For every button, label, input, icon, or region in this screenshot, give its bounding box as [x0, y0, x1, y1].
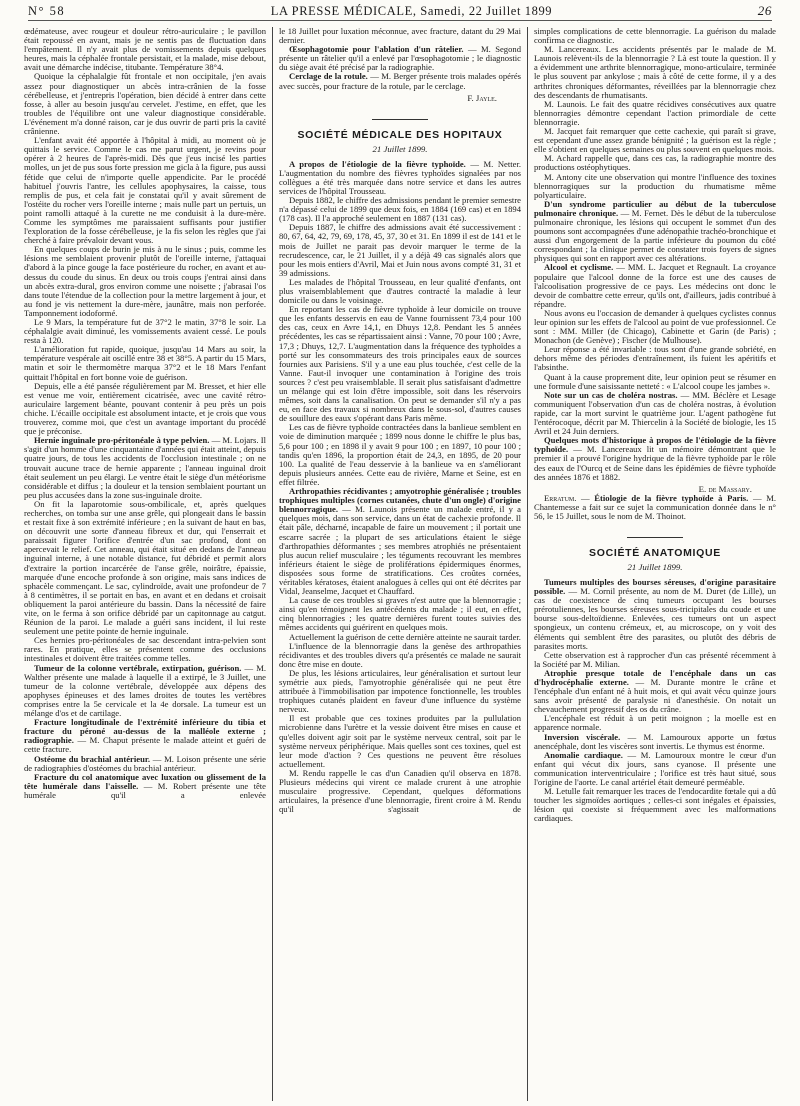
article-paragraph [279, 669, 521, 714]
paragraph-text: — M. Loison présente une série de radiographies d'ostéomes du brachial antérieur. [24, 753, 266, 773]
paragraph-text: Depuis 1887, le chiffre des admissions avait été successivement : 80, 67, 64, 42, 79, 69, 178, 45, 37, 30 et 31. En 1899 il est de 141 et le mois de Juillet ne parait pas devoir marquer le terme de la recrudescence, car, le 21 Juillet, il y a déjà 49 cas signalés alors que pour les mois entiers d'Avril, Mai et Juin nous avons compté 31, 31 et 39 admissions. [279, 222, 521, 278]
article-paragraph [279, 196, 521, 223]
article-paragraph [534, 787, 776, 823]
paragraph-text: Leur réponse a été invariable : tous sont d'une grande sobriété, en dehors même des périodes d'entraînement, ils fuient les apéritifs et l'absinthe. [534, 344, 776, 373]
article-paragraph [24, 318, 266, 345]
article-paragraph [24, 245, 266, 318]
paragraph-text: — M. Durante montre le crâne et l'encéphale d'un enfant né à huit mois, et qui avait vécu quinze jours sans avoir présenté de paralysie ni d'anesthésie. On notait un chevauchement progressif des os du crâne. [534, 677, 776, 715]
section-date: 21 Juillet 1899. [372, 143, 428, 154]
article-paragraph [534, 345, 776, 372]
section-date: 21 Juillet 1899. [627, 561, 683, 572]
article-paragraph [534, 751, 776, 787]
article-paragraph [279, 596, 521, 632]
article-paragraph [24, 345, 266, 381]
article-paragraph [534, 100, 776, 127]
section-divider [627, 537, 683, 538]
article-paragraph [534, 669, 776, 714]
article-paragraph [24, 664, 266, 719]
paragraph-text: La cause de ces troubles si graves n'est autre que la blennorragie ; ainsi qu'en témoignent les antécédents du malade ; il eut, en effet, cinq blennorragies ; les quatre dernières furent toutes suivies des mêmes accidents qui guérirent en quelques mois. [279, 595, 521, 633]
article-paragraph [24, 500, 266, 636]
column-3 [527, 27, 782, 1101]
article-heading: Étiologie de la fièvre typhoïde à Paris. [594, 492, 749, 503]
paragraph-text: — M. Chantemesse a fait sur ce sujet la communication donnée dans le n° 56, le 15 Juillet, sous le nom de M. Thoinot. [534, 492, 776, 521]
paragraph-text: — M. Chaput présente le malade atteint et guéri de cette fracture. [24, 735, 266, 755]
column-1 [18, 27, 272, 1101]
column-2 [272, 27, 527, 1101]
article-paragraph [279, 487, 521, 596]
article-paragraph [534, 494, 776, 521]
article-paragraph [24, 718, 266, 754]
paragraph-text: Nous avons eu l'occasion de demander à quelques cyclistes connus leur opinion sur les effets de l'alcool au point de vue professionnel. Ce sont : MM. Miller (de Chicago), Cabinette et Garin (de Paris) ; Monachon (de Genève) ; Fischer (de Mulhouse). [534, 307, 776, 346]
paragraph-text: — M. Walther présente une malade à laquelle il a extirpé, le 3 Juillet, une tumeur de la colonne vertébrale, développée aux dépens des apophyses épineuses et des lames droites de toutes les vertèbres comprises entre la 5e cervicale et la 4e dorsale. La tumeur est un mélange d'os et de cartilage. [24, 662, 267, 719]
article-heading: Fracture du col anatomique avec luxation ou glissement de la tête humérale dans l'aisselle. [24, 771, 266, 791]
masthead-title: LA PRESSE MÉDICALE, Samedi, 22 Juillet 1899 [270, 3, 553, 18]
paragraph-text: — M. Berger présente trois malades opérés avec succès, pour fracture de la rotule, par le cerclage. [279, 71, 521, 91]
article-paragraph [24, 755, 266, 773]
article-paragraph [279, 72, 521, 90]
paragraph-text: — M. Lamouroux apporte un fœtus anencéphale, dont les viscères sont invertis. Le thymus est énorme. [534, 731, 776, 751]
article-paragraph [279, 305, 521, 423]
article-heading: Note sur un cas de choléra nostras. [544, 389, 678, 400]
page-number: 26 [757, 3, 772, 18]
article-paragraph [24, 636, 266, 663]
paragraph-text: le 18 Juillet pour luxation méconnue, avec fracture, datant du 29 Mai dernier. [279, 27, 521, 46]
paragraph-text: — M. Robert présente une tête humérale qu'il a enlevée [24, 780, 266, 800]
article-paragraph [534, 651, 776, 669]
section-title: SOCIÉTÉ MÉDICALE DES HOPITAUX [297, 128, 503, 141]
article-paragraph [279, 223, 521, 278]
article-heading: Fracture longitudinale de l'extrémité inférieure du tibia et fracture du péroné au-dessus de la malléole externe ; radiographie. [24, 717, 266, 746]
paragraph-text: De plus, les lésions articulaires, leur généralisation et surtout leur symétrie aux pieds, l'amyotrophie généralisée qui ne peut être attribuée à l'immobilisation par impotence fonctionnelle, les troubles trophiques cutanés plaident en faveur d'une influence du système nerveux. [279, 667, 521, 715]
paragraph-text: — M. Lancereaux lit un mémoire démontrant que le premier il a prouvé l'origine hydrique de la fièvre typhoïde par le rôle des eaux de l'Ourcq et de Seine dans les épidémies de fièvre typhoïde des années 1876 et 1882. [534, 444, 776, 482]
article-paragraph [534, 173, 776, 200]
section-divider [372, 119, 428, 120]
article-heading: Œsophagotomie pour l'ablation d'un râtelier. [289, 44, 464, 55]
article-paragraph [534, 391, 776, 436]
article-paragraph [279, 769, 521, 814]
article-paragraph [279, 27, 521, 45]
article-paragraph [534, 27, 776, 45]
article-paragraph [534, 578, 776, 651]
paragraph-text: Les cas de fièvre typhoïde contractées dans la banlieue semblent en voie de diminution marquée ; 1899 nous donne le chiffre le plus bas, 5,6 pour 100 ; en 1898 il y avait 9 pour 100 ; en 1897, 10 pour 100 ; tandis qu'en 1896, la proportion était de 24,3, en 1895, de 20 pour 100. La qualité de l'eau desservie à la banlieue va en s'améliorant depuis plusieurs années. Cette eau de rivière, Marne et Seine, est en effet filtrée. [279, 422, 521, 487]
paragraph-text: En quelques coups de burin je mis à nu le sinus ; puis, comme les lésions me semblaient provenir plutôt de l'oreille interne, j'attaquai d'abord à la pince gouge la face postérieure du rocher, en avant et au-dessus du coude du sinus. En deux ou trois coups j'entrai ainsi dans un abcès extra-dural, gros environ comme une noisette ; j'abrasai l'os dans toute l'étendue de la collection pour la mettre largement à jour, et au fond je vis nettement la dure-mère, jaunâtre, mais non perforée. Tamponnement iodoformé. [24, 244, 266, 318]
article-heading: D'un syndrome particulier au début de la tuberculose pulmonaire chronique. [534, 198, 776, 218]
paragraph-text: M. Lancereaux. Les accidents présentés par le malade de M. Launois relèvent-ils de la blennorragie ? Là est toute la question. Il y a évidemment une arthrite blennorragique, mono-articulaire, terminée le plus souvent par ankylose ; mais à côté de cette forme, il y a des arthrites chroniques déformantes, réveillées par la blennorragie chez des descendants de rhumatisants. [534, 44, 776, 100]
paragraph-text: M. Rendu rappelle le cas d'un Canadien qu'il observa en 1878. Plusieurs médecins qui virent ce malade crurent à une atrophie musculaire progressive. Cependant, quelques déformations articulaires, la présence d'une blennorragie, firent croire à M. Rendu qu'il s'agissait de [279, 767, 521, 815]
article-heading: Quelques mots d'historique à propos de l'étiologie de la fièvre typhoïde. [534, 435, 776, 455]
article-paragraph [534, 127, 776, 154]
article-paragraph [279, 160, 521, 196]
paragraph-text: — M. Netter. L'augmentation du nombre des fièvres typhoïdes signalées par nos collègues a été très marquée dans notre service et dans les autres services de l'hôpital Trousseau. [279, 158, 521, 196]
author-signature: E. de Massary. [698, 483, 752, 494]
article-paragraph [24, 773, 266, 800]
article-paragraph [534, 373, 776, 391]
paragraph-text: — M. Launois présente un malade entré, il y a quelques mois, dans son service, dans un état de cachexie profonde. Il était pâle, décharné, incapable de faire un mouvement ; il portait une escarre sacrée ; la plupart de ses articulations étaient le siège d'arthropathies déformantes ; ses membres atrophiés ne présentaient plus aucun relief musculaire ; les téguments recouvrant les membres inférieurs étaient le siège de proliférations épidermiques énormes, disposées sous forme de stratifications. Ces croûtes cornées, véritables kératoses, étaient analogues à celles qui ont été décrites par Vidal, Jeanselme, Jacquet et Chauffard. [279, 504, 521, 597]
paragraph-text: Depuis 1882, le chiffre des admissions pendant le premier semestre n'a dépassé celui de 1899 que deux fois, en 1884 (169 cas) et en 1894 (178 cas). Il l'a approché seulement en 1887 (131 cas). [279, 195, 521, 224]
section-header [279, 119, 521, 154]
page-header [28, 2, 772, 21]
erratum-label: Erratum. — [544, 492, 595, 503]
paragraph-text: — MM. L. Jacquet et Regnault. La croyance populaire que l'alcool donne de la force est une des causes de l'alcoolisation progressive de ce pays. Les médecins ont donc le devoir de combattre cette erreur, qu'ils ont, d'ailleurs, jadis contribué à répandre. [534, 262, 776, 309]
author-signature: F. Jayle. [467, 92, 497, 103]
section-title: SOCIÉTÉ ANATOMIQUE [589, 546, 721, 559]
section-header [534, 537, 776, 572]
article-heading: Tumeurs multiples des bourses séreuses, d'origine parasitaire possible. [534, 576, 776, 597]
article-paragraph [534, 733, 776, 751]
paragraph-text: L'amélioration fut rapide, quoique, jusqu'au 14 Mars au soir, la température vespérale ait oscillé entre 38 et 38°5. A partir du 15 Mars, matin et soir le thermomètre marqua 37°2 et le 18 Mars l'enfant quittait l'hôpital en fort bonne voie de guérison. [24, 344, 266, 382]
paragraph-text: — M. Fernet. Dès le début de la tuberculose pulmonaire chronique, les lésions qui occupent le sommet d'un des poumons sont accompagnées d'une adénopathie trachéo-bronchique et aussi d'un engorgement de la partie inférieure du poumon du côté correspondant ; la clinique permet de constater trois foyers de signes physiques qui sont en rapport avec ces altérations. [534, 207, 776, 264]
article-paragraph [534, 309, 776, 345]
paragraph-text: M. Jacquet fait remarquer que cette cachexie, qui paraît si grave, est cependant d'une assez grande bénignité ; la guérison est la règle ; elle s'obtient en quelques semaines ou plus souvent en quelques mois. [534, 126, 776, 155]
paragraph-text: Il est probable que ces toxines produites par la pullulation microbienne dans l'urètre et la vessie doivent être mises en cause et qu'elles doivent agir soit par le système nerveux central, soit par le système nerveux périphérique. Mais quelles sont ces toxines, quel est leur mode d'action ? Ces questions ne peuvent être résolues actuellement. [279, 713, 521, 769]
article-heading: Atrophie presque totale de l'encéphale dans un cas d'hydrocéphalie externe. [534, 667, 776, 687]
paragraph-text: M. Antony cite une observation qui montre l'influence des toxines blennorragiques sur la production du rhumatisme même polyarticulaire. [534, 171, 776, 200]
article-heading: Arthropathies récidivantes ; amyotrophie généralisée ; troubles trophiques multiples (cornes cutanées, chute d'un ongle) d'origine blennorragique. [279, 486, 522, 515]
article-heading: Hernie inguinale pro-péritonéale à type pelvien. [34, 435, 210, 446]
article-paragraph [279, 642, 521, 669]
article-heading: Ostéome du brachial antérieur. [34, 753, 151, 764]
paragraph-text: Ces hernies pro-péritonéales de sac descendant intra-pelvien sont rares. En pratique, elles se présentent comme des occlusions intestinales et doivent être traitées comme telles. [24, 635, 266, 664]
article-heading: Alcool et cyclisme. [544, 262, 614, 273]
article-paragraph [24, 72, 266, 136]
article-paragraph [24, 136, 266, 245]
paragraph-text: Les malades de l'hôpital Trousseau, en leur qualité d'enfants, ont plus vraisemblablement que d'autres contracté la maladie à leur domicile ou dans le voisinage. [279, 276, 521, 306]
article-paragraph [279, 714, 521, 769]
article-paragraph [24, 436, 266, 500]
article-paragraph [534, 154, 776, 172]
article-heading: A propos de l'étiologie de la fièvre typhoïde. [289, 158, 466, 169]
article-paragraph [534, 436, 776, 481]
paragraph-text: Le 9 Mars, la température fut de 37°2 le matin, 37°8 le soir. La céphalalgie avait diminué, les vomissements avaient cessé. Le pouls resta à 120. [24, 317, 266, 346]
paragraph-text: Actuellement la guérison de cette dernière atteinte ne saurait tarder. [289, 631, 521, 642]
paragraph-text: On fit la laparotomie sous-ombilicale, et, après quelques recherches, on tomba sur une anse grêle, qui plongeait dans le bassin et restait fixe à son extrémité inférieure ; en la suivant de haut en bas, on découvrit une sorte d'anneau fibreux et dur, qui l'enserrait et paraissait figurer l'orifice d'entrée d'un sac profond, dont on apercevait le relief. Cet anneau, qui était situé en dedans de l'anneau inguinal interne, à une notable distance, fut débridé et permit alors d'extraire la portion incarcérée de l'anse grêle, noirâtre, épaissie, marquée d'une encoche profonde à son origine, mais sans indices de sphacèle commençant. Le sac, cylindroïde, avait une profondeur de 7 à 8 centimètres, il se portait en bas, en avant et en dedans et croisait obliquement la paroi antérieure du bassin. Dans la nécessité de faire vite, on le ferma à son orifice débridé par un capitonnage au catgut. Réunion de la paroi. Le malade a guéri sans incident, il lui reste seulement une petite pointe de hernie inguinale. [24, 498, 266, 637]
article-paragraph [24, 27, 266, 72]
article-heading: Anomalie cardiaque. [544, 749, 623, 760]
article-heading: Inversion viscérale. [544, 731, 621, 742]
article-paragraph [534, 45, 776, 100]
paragraph-text: — M. Lamouroux montre le cœur d'un enfant qui vécut dix jours, sans cyanose. Il présente une communication interventriculaire ; l'orifice est très haut situé, sous l'origine de l'aorte. Le canal artériel était demeuré perméable. [534, 749, 777, 788]
paragraph-text: Cette observation est à rapprocher d'un cas présenté récemment à la Société par M. Milian. [534, 649, 776, 669]
article-heading: Cerclage de la rotule. [289, 71, 368, 82]
paragraph-text: Depuis, elle a été pansée régulièrement par M. Bresset, et hier elle est venue me voir, entièrement cicatrisée, avec une cavité rétro-auriculaire largement béante, pouvant contenir à peu près un pois chiche. L'écaille occipitale est absolument intacte, et je crois que vous trouverez, comme moi, que c'est un avantage important du procédé que je préconise. [24, 380, 266, 437]
article-paragraph [24, 382, 266, 437]
article-heading: Tumeur de la colonne vertébrale, extirpation, guérison. [34, 662, 242, 673]
article-paragraph [279, 45, 521, 72]
paragraph-text: L'influence de la blennorragie dans la genèse des arthropathies récidivantes et des troubles divers qu'a présentés ce malade ne saurait donc être mise en doute. [279, 640, 521, 669]
paragraph-text: — M. Segond présente un râtelier qu'il a enlevé par l'œsophagotomie ; le diagnostic du siège avait été précisé par la radiographie. [279, 44, 521, 73]
issue-number: N° 58 [28, 3, 66, 18]
paragraph-text: L'enfant avait été apportée à l'hôpital à midi, au moment où je quittais le service. Comme le cas me parut urgent, je revins pour opérer à 2 heures de l'après-midi. Dès que j'eus incisé les parties molles, un jet de pus sous forte pression me gicla à la figure, pus aussi fétide que celui de n'importe quelle appendicite. Par le procédé habituel j'ouvris l'antre, les cellules apophysaires, la caisse, tous remplis de pus, et cela fait je constatai qu'il y avait sûrement de l'ostéite du rocher vers l'oreille interne ; mais nulle part un pertuis, un point ramolli attaqué à la curette ne me conduisit à la dure-mère. Comme les symptômes me paraissaient suffisants pour justifier l'exploration de la fosse cérébelleuse, je la fis selon les règles que j'ai cherché à faire prévaloir devant vous. [24, 135, 266, 246]
text-columns [18, 27, 782, 1101]
paragraph-text: L'encéphale est réduit à un petit moignon ; la moelle est en apparence normale. [534, 713, 776, 733]
paragraph-text: — MM. Béclère et Lesage communiquent l'observation d'un cas de choléra nostras, à évolution rapide, car la mort survint le quatrième jour. L'agent pathogène fut l'entérocoque, décrit par M. Thiercelin à la Société de biologie, les 15 Avril et 24 Juin derniers. [534, 389, 776, 437]
paragraph-text: œdémateuse, avec rougeur et douleur rétro-auriculaire ; le pavillon était repoussé en avant, mais je ne sentis pas de fluctuation dans l'empâtement. Il n'y avait plus de vomissements depuis quelques heures, mais la céphalée frontale persistait, et la malade, mise debout, avait une démarche indécise, titubante. Température 38°4. [24, 27, 266, 73]
paragraph-text: — M. Cornil présente, au nom de M. Duret (de Lille), un cas de coexistence de cinq tumeurs occupant les bourses prérotuliennes, les bourses séreuses sous-tricipitales du coude et une bourse sous-deltoïdienne. Enlevées, ces tumeurs ont un aspect spongieux, un contenu crémeux, et, au microscope, on y voit des éléments qui semblent être des parasites, ou plutôt des débris de parasites morts. [534, 586, 776, 651]
paragraph-text: M. Launois. Le fait des quatre récidives consécutives aux quatre blennorragies démontre cependant l'action primordiale de cette blennorragie. [534, 98, 776, 127]
paragraph-text: En reportant les cas de fièvre typhoïde à leur domicile on trouve que les enfants desservis en eau de Vanne fournissent 73,4 pour 100 des cas, ceux en Avre 14,1, en Dhuys 12,8. Pendant les 5 années précédentes, les cas se répartissaient ainsi : Vanne, 70 pour 100 ; Avre, 17,3 ; Dhuys, 12,7. L'augmentation dans la fréquence des typhoïdes a porté sur les consommateurs des trois principales eaux de sources fournies aux Parisiens. S'il y a une eau plus touchée, c'est celle de la Vanne. Faut-il invoquer une contamination à l'origine des trois sources ? c'est peu vraisemblable. Il serait plus satisfaisant d'admettre un mélange qui est loin d'être impossible, soit dans les réservoirs mêmes, soit dans la canalisation. On peut se demander s'il n'y a pas eu, en face des travaux si nombreux dans le sous-sol, d'autres causes de souillure des eaux s'opérant dans Paris même. [279, 304, 521, 424]
paragraph-text: simples complications de cette blennorragie. La guérison du malade confirma ce diagnostic. [534, 27, 776, 46]
paragraph-text: M. Achard rappelle que, dans ces cas, la radiographie montre des productions ostéophytiques. [534, 153, 776, 173]
article-paragraph [534, 714, 776, 732]
article-paragraph [279, 278, 521, 305]
paragraph-text: — M. Lojars. Il s'agit d'un homme d'une cinquantaine d'années qui était atteint, depuis quatre jours, de tous les accidents de l'occlusion intestinale ; on ne trouvait aucune trace de hernie apparente ; l'anneau inguinal droit était seulement un peu élargi. Le ventre était le siège d'un météorisme considérable et diffus ; la douleur et la tension semblaient pourtant un peu plus accusées dans la zone sus-inguinale droite. [24, 435, 266, 500]
paragraph-text: M. Letulle fait remarquer les traces de l'endocardite fœtale qui a dû toucher les sigmoïdes aortiques ; celles-ci sont inégales et épaissies, lésion qui coexiste si fréquemment avec les malformations cardiaques. [534, 786, 776, 824]
article-paragraph [534, 200, 776, 264]
paragraph-text: Quant à la cause proprement dite, leur opinion peut se résumer en une formule d'une saisissante netteté : « L'alcool coupe les jambes ». [534, 371, 776, 391]
article-paragraph [534, 263, 776, 308]
article-paragraph [279, 423, 521, 487]
paragraph-text: Quoique la céphalalgie fût frontale et non occipitale, j'en avais assez pour diagnostiquer un abcès intra-crânien de la fosse cérébelleuse, et j'entrepris l'opération, bien décidé à entrer dans cette fosse, à aller au besoin jusqu'au cervelet. J'estime, en effet, que les troubles de l'équilibre ont une valeur diagnostique considérable. L'événement m'a donné raison, car je dus ouvrir de parti pris la cavité crânienne. [24, 71, 266, 137]
